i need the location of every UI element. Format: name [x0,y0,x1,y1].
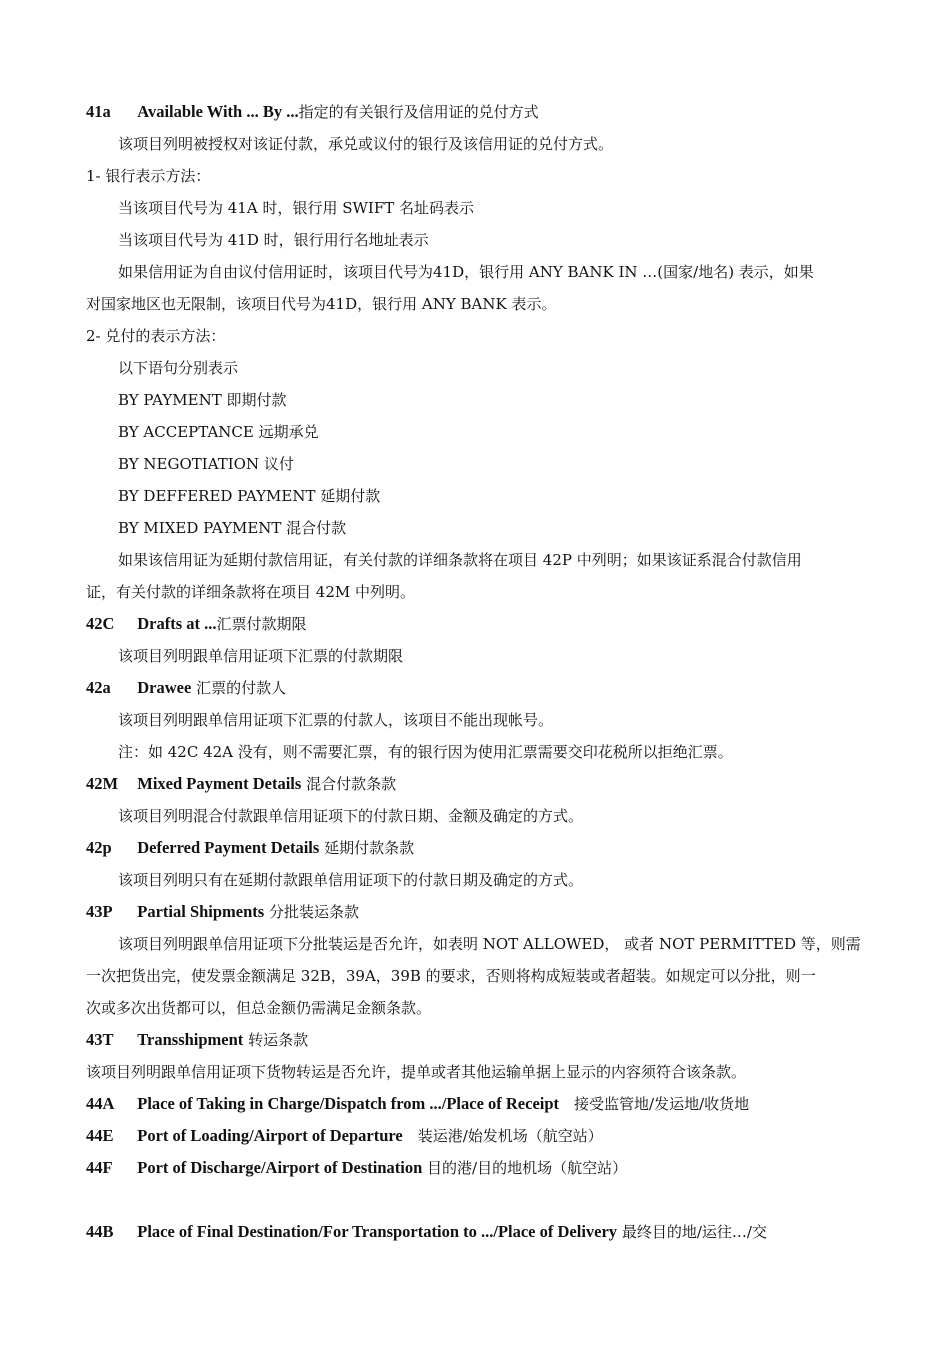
heading-41a [86,96,878,128]
paragraph: 该项目列明混合付款跟单信用证项下的付款日期、金额及确定的方式。 [118,807,584,825]
list-item: BY ACCEPTANCE 远期承兑 [118,423,319,441]
paragraph: 该项目列明跟单信用证项下汇票的付款人，该项目不能出现帐号。 [118,711,554,729]
field-title-en: Deferred Payment Details [137,838,320,857]
field-title-zh: 混合付款条款 [301,775,397,793]
document-page [86,96,878,1248]
paragraph-continuation: 证，有关付款的详细条款将在项目 42M 中列明。 [86,583,415,601]
field-title-zh: 延期付款条款 [319,839,415,857]
field-title-en: Drawee [137,678,192,697]
paragraph: 注：如 42C 42A 没有，则不需要汇票，有的银行因为使用汇票需要交印花税所以拒绝汇票。 [118,743,733,761]
heading-43P [86,896,878,928]
field-title-en: Place of Final Destination/For Transportation to .../Place of Delivery [137,1222,618,1241]
paragraph: 该项目列明被授权对该证付款，承兑或议付的银行及该信用证的兑付方式。 [118,135,614,153]
field-title-zh: 最终目的地/运往…/交 [617,1223,767,1241]
field-code: 44A [86,1094,115,1113]
heading-42M [86,768,878,800]
field-title-zh: 装运港/始发机场（航空站） [402,1127,603,1145]
heading-44A [86,1088,878,1120]
list-item: BY MIXED PAYMENT 混合付款 [118,519,347,537]
paragraph-continuation: 一次把货出完，使发票金额满足 32B，39A，39B 的要求，否则将构成短装或者超装。如规定可以分批，则一 [86,967,816,985]
paragraph: 如果该信用证为延期付款信用证，有关付款的详细条款将在项目 42P 中列明；如果该证系混合付款信用 [118,551,802,569]
field-title-zh: 汇票付款期限 [216,615,307,633]
field-title-zh: 汇票的付款人 [191,679,287,697]
field-code: 42C [86,614,115,633]
field-title-en: Port of Discharge/Airport of Destination [137,1158,423,1177]
field-code: 44B [86,1222,114,1241]
heading-43T [86,1024,878,1056]
blank-line [86,1184,878,1216]
heading-42a [86,672,878,704]
paragraph: 该项目列明跟单信用证项下分批装运是否允许，如表明 NOT ALLOWED， 或者 NOT PERMITTED 等，则需 [118,935,861,953]
paragraph: 该项目列明只有在延期付款跟单信用证项下的付款日期及确定的方式。 [118,871,584,889]
field-title-zh: 接受监管地/发运地/收货地 [559,1095,750,1113]
paragraph: 该项目列明跟单信用证项下汇票的付款期限 [118,647,404,665]
list-item: BY PAYMENT 即期付款 [118,391,287,409]
field-code: 43T [86,1030,114,1049]
field-code: 44E [86,1126,114,1145]
paragraph: 以下语句分别表示 [118,359,239,377]
field-title-zh: 转运条款 [243,1031,309,1049]
paragraph: 该项目列明跟单信用证项下货物转运是否允许，提单或者其他运输单据上显示的内容须符合该条款。 [86,1063,747,1081]
field-code: 42a [86,678,111,697]
field-code: 43P [86,902,113,921]
heading-42p [86,832,878,864]
list-item: BY DEFFERED PAYMENT 延期付款 [118,487,381,505]
field-code: 42p [86,838,112,857]
field-title-zh: 指定的有关银行及信用证的兑付方式 [298,103,539,121]
field-title-en: Partial Shipments [137,902,265,921]
heading-44F [86,1152,878,1184]
subheading: 2- 兑付的表示方法： [86,327,226,345]
heading-44B [86,1216,878,1248]
field-title-en: Port of Loading/Airport of Departure [137,1126,403,1145]
paragraph-continuation: 次或多次出货都可以，但总金额仍需满足金额条款。 [86,999,432,1017]
field-title-en: Drafts at ... [137,614,217,633]
field-title-en: Place of Taking in Charge/Dispatch from .../Place of Receipt [137,1094,560,1113]
field-code: 41a [86,102,111,121]
paragraph: 当该项目代号为 41D 时，银行用行名地址表示 [118,231,429,249]
list-item: BY NEGOTIATION 议付 [118,455,294,473]
paragraph-continuation: 对国家地区也无限制，该项目代号为41D，银行用 ANY BANK 表示。 [86,295,557,313]
field-title-zh: 分批装运条款 [264,903,359,921]
field-title-en: Available With ... By ... [137,102,299,121]
paragraph: 如果信用证为自由议付信用证时，该项目代号为41D，银行用 ANY BANK IN …(国家/地名) 表示，如果 [118,263,814,281]
field-code: 44F [86,1158,113,1177]
heading-42C [86,608,878,640]
field-title-zh: 目的港/目的地机场（航空站） [422,1159,628,1177]
field-code: 42M [86,774,119,793]
field-title-en: Transshipment [137,1030,244,1049]
field-title-en: Mixed Payment Details [137,774,302,793]
paragraph: 当该项目代号为 41A 时，银行用 SWIFT 名址码表示 [118,199,475,217]
heading-44E [86,1120,878,1152]
subheading: 1- 银行表示方法： [86,167,211,185]
